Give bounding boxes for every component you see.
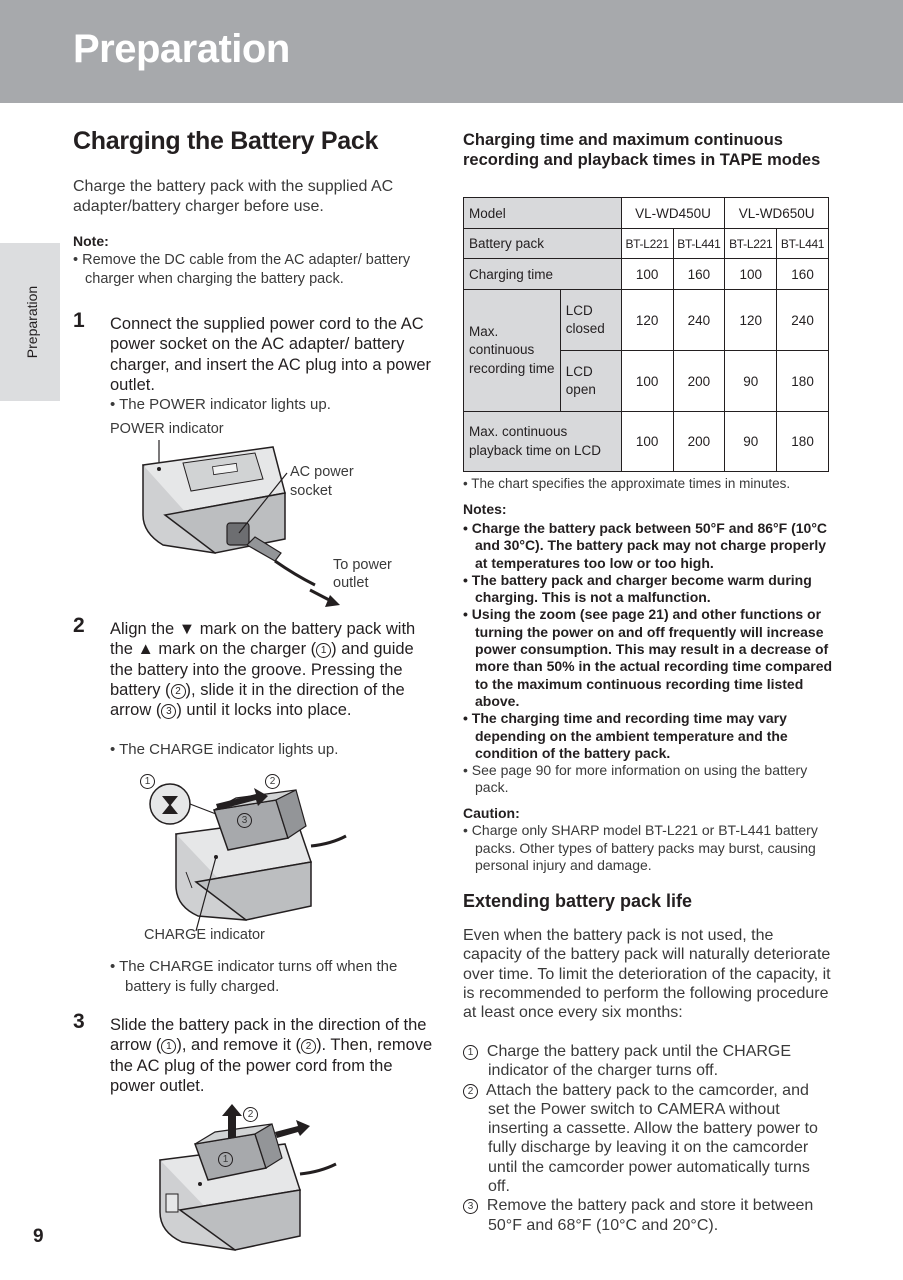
- illus2-callout-3-text: 3: [237, 813, 252, 828]
- caution-body: • Charge only SHARP model BT-L221 or BT-L441 battery packs. Other types of battery packs may burst, causing personal injury and damage.: [463, 822, 818, 873]
- lcd-closed-cell: 240: [777, 290, 829, 351]
- battery-cell: BT-L441: [673, 229, 725, 259]
- notes-heading: Notes:: [463, 501, 507, 517]
- battery-label: Battery pack: [464, 229, 622, 259]
- table-row-lcd-closed: [464, 290, 829, 351]
- notes-list: [463, 520, 833, 797]
- step-1-text: Connect the supplied power cord to the AC power socket on the AC adapter/ battery charger, and insert the AC plug into a power outlet.: [110, 315, 432, 394]
- table-row-battery: [464, 229, 829, 259]
- step-3-circle-2: 2: [301, 1039, 316, 1054]
- step-2-bullet: • The CHARGE indicator lights up.: [110, 741, 339, 758]
- charging-cell: 100: [621, 259, 673, 290]
- step-3-text-c: ). Then, remove the AC plug of the power cord from the power outlet.: [110, 1036, 433, 1095]
- extend-step-number: 1: [463, 1045, 478, 1060]
- step-1-number: 1: [73, 309, 85, 332]
- note-item: • The charging time and recording time may vary depending on the ambient temperature and the condition of the battery pack.: [463, 710, 788, 761]
- note-item: • The battery pack and charger become warm during charging. This is not a malfunction.: [463, 571, 812, 606]
- illus2-callout-1: [140, 772, 155, 791]
- extend-step: [463, 1081, 833, 1197]
- illus3-callout-1-text: 1: [218, 1152, 233, 1167]
- lcd-closed-cell: 240: [673, 290, 725, 351]
- illus2-callout-3: [237, 811, 252, 830]
- illus2-callout-1-text: 1: [140, 774, 155, 789]
- outlet-label-2: outlet: [333, 575, 369, 591]
- extend-steps: [463, 1042, 833, 1235]
- charging-label: Charging time: [464, 259, 622, 290]
- step-3-number: 3: [73, 1010, 85, 1033]
- model-label: Model: [464, 198, 622, 229]
- lcd-closed-label: LCD closed: [560, 290, 621, 351]
- page-number: 9: [33, 1226, 44, 1247]
- step-2-text-d: ) until it locks into place.: [176, 701, 352, 720]
- table-row-charging: [464, 259, 829, 290]
- playback-cell: 100: [621, 412, 673, 472]
- charging-time-table: [463, 197, 829, 472]
- battery-cell: BT-L441: [777, 229, 829, 259]
- chart-note: • The chart specifies the approximate times in minutes.: [463, 476, 791, 491]
- ac-socket-label-1: AC power: [290, 464, 354, 480]
- step-3-text: [110, 1015, 440, 1096]
- power-indicator-label: POWER indicator: [110, 421, 224, 437]
- step-2-circle-3: 3: [161, 704, 176, 719]
- note-item: • Charge the battery pack between 50°F and 86°F (10°C and 30°C). The battery pack may not charge properly at temperatures too low or too high.: [463, 520, 828, 571]
- note-heading: Note:: [73, 233, 109, 249]
- section-title: Charging the Battery Pack: [73, 127, 379, 155]
- extend-step-number: 2: [463, 1084, 478, 1099]
- step-2-text: [110, 619, 440, 720]
- lcd-closed-cell: 120: [725, 290, 777, 351]
- step-2-circle-1: 1: [316, 643, 331, 658]
- extend-step-text: Attach the battery pack to the camcorder, and set the Power switch to CAMERA without inserting a cassette. Allow the battery power to fully discharge by leaving it on the camcorder until the camcorder power automatically turns off.: [486, 1081, 818, 1196]
- extend-step-text: Charge the battery pack until the CHARGE indicator of the charger turns off.: [486, 1043, 792, 1080]
- charging-cell: 160: [777, 259, 829, 290]
- extend-step: [463, 1042, 833, 1081]
- playback-label: Max. continuous playback time on LCD: [464, 412, 622, 472]
- model-b: VL-WD650U: [725, 198, 829, 229]
- playback-cell: 90: [725, 412, 777, 472]
- battery-cell: BT-L221: [725, 229, 777, 259]
- illus2-callout-2-text: 2: [265, 774, 280, 789]
- lcd-open-cell: 100: [621, 351, 673, 412]
- charger-illustration-1: [125, 435, 355, 610]
- illus3-callout-1: [218, 1150, 233, 1169]
- lcd-open-cell: 180: [777, 351, 829, 412]
- step-2-number: 2: [73, 614, 85, 637]
- max-rec-label: Max. continuous recording time: [464, 290, 561, 412]
- step-1-bullet: • The POWER indicator lights up.: [110, 396, 331, 413]
- side-tab-label: Preparation: [24, 285, 40, 359]
- step-3-circle-1: 1: [161, 1039, 176, 1054]
- battery-cell: BT-L221: [621, 229, 673, 259]
- extend-step-text: Remove the battery pack and store it between 50°F and 68°F (10°C and 20°C).: [486, 1197, 814, 1234]
- step-2-circle-2: 2: [171, 684, 186, 699]
- charger-illustration-2: [136, 766, 366, 931]
- charge-indicator-label: CHARGE indicator: [144, 927, 265, 943]
- illus3-callout-2-text: 2: [243, 1107, 258, 1122]
- lcd-closed-cell: 120: [621, 290, 673, 351]
- step-2-after-bullet: • The CHARGE indicator turns off when the battery is fully charged.: [110, 958, 398, 995]
- extend-intro: Even when the battery pack is not used, the capacity of the battery pack will naturally deteriorate over time. To limit the deterioration of the capacity, it is recommended to perform the following procedure at least once every six months:: [463, 927, 831, 1022]
- playback-cell: 200: [673, 412, 725, 472]
- step-3-text-a: Slide the battery pack in the direction of the arrow (: [110, 1016, 427, 1055]
- charger-illustration-3: [150, 1102, 365, 1260]
- model-a: VL-WD450U: [621, 198, 725, 229]
- step-3-text-b: ), and remove it (: [176, 1036, 302, 1055]
- outlet-label-1: To power: [333, 557, 392, 573]
- note-body: • Remove the DC cable from the AC adapter/ battery charger when charging the battery pack.: [73, 252, 411, 287]
- note-item: • See page 90 for more information on using the battery pack.: [463, 762, 808, 796]
- lcd-open-cell: 200: [673, 351, 725, 412]
- playback-cell: 180: [777, 412, 829, 472]
- step-2-text-a: Align the ▼ mark on the battery pack with the ▲ mark on the charger (: [110, 620, 416, 659]
- table-row-playback: [464, 412, 829, 472]
- ac-socket-label-2: socket: [290, 483, 332, 499]
- illus2-callout-2: [265, 772, 280, 791]
- lcd-open-cell: 90: [725, 351, 777, 412]
- step-2-text-c: ), slide it in the direction of the arrow (: [110, 680, 405, 720]
- note-item: • Using the zoom (see page 21) and other functions or turning the power on and off frequently will increase power consumption. This may result in a decrease of more than 50% in the actual recording time compared to the maximum continuous recording time listed above.: [463, 606, 833, 709]
- extend-step: [463, 1196, 833, 1235]
- illus3-callout-2: [243, 1105, 258, 1124]
- lcd-open-label: LCD open: [560, 351, 621, 412]
- charging-cell: 160: [673, 259, 725, 290]
- table-row-model: [464, 198, 829, 229]
- charging-cell: 100: [725, 259, 777, 290]
- extend-step-number: 3: [463, 1199, 478, 1214]
- extend-title: Extending battery pack life: [463, 891, 693, 911]
- caution-heading: Caution:: [463, 805, 520, 821]
- table-title: Charging time and maximum continuous recording and playback times in TAPE modes: [463, 131, 821, 169]
- intro-paragraph: Charge the battery pack with the supplied AC adapter/battery charger before use.: [73, 178, 394, 215]
- page-title: Preparation: [73, 27, 290, 71]
- step-2-text-b: ) and guide the battery into the groove. Pressing the battery (: [110, 640, 414, 699]
